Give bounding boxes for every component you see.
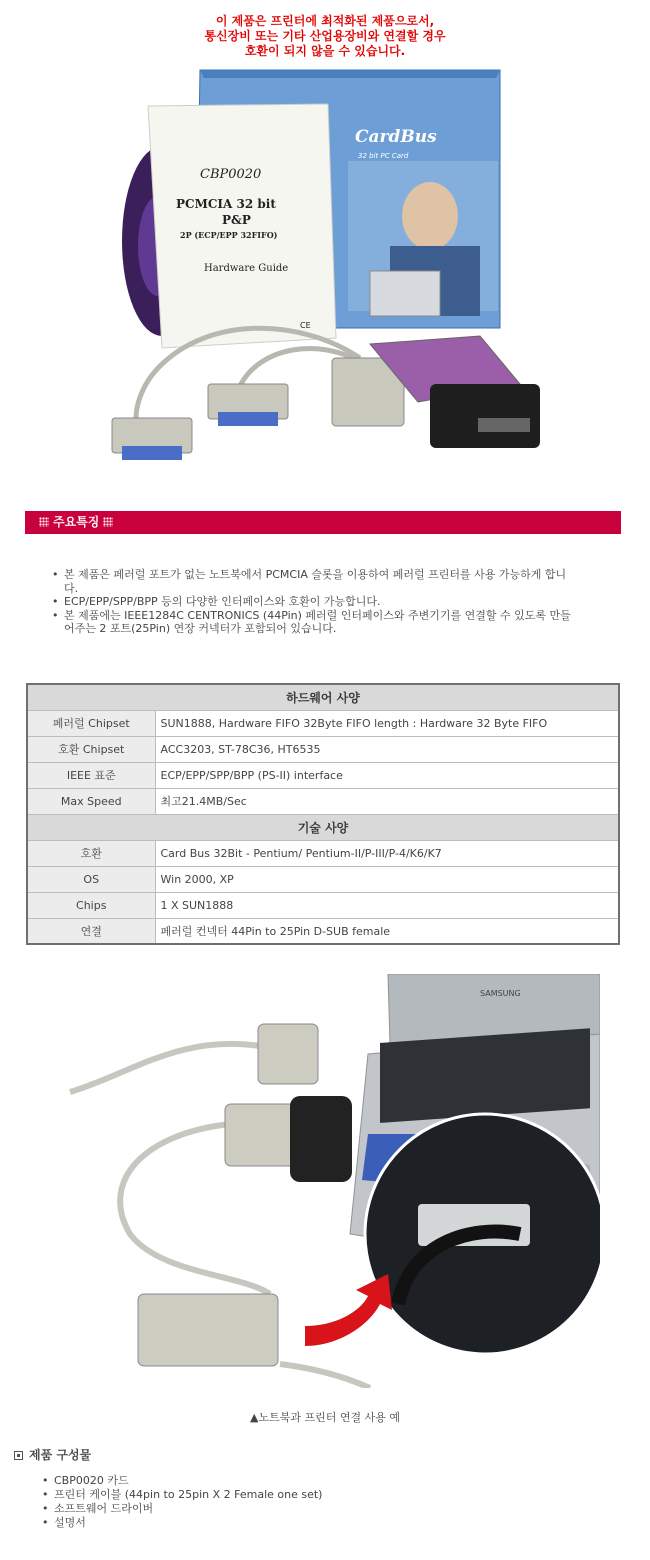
notice-line: 호환이 되지 않을 수 있습니다.	[244, 44, 406, 58]
manual-guide: Hardware Guide	[204, 263, 289, 274]
feature-list	[52, 568, 572, 636]
tech-spec-header: 기술 사양	[27, 814, 619, 840]
table-row	[27, 736, 619, 762]
table-row	[27, 710, 619, 736]
usage-caption: ▲노트북과 프린터 연결 사용 예	[250, 1411, 400, 1424]
list-item: • 프린터 케이블 (44pin to 25pin X 2 Female one set)	[42, 1488, 322, 1502]
table-row	[27, 788, 619, 814]
spec-value: ECP/EPP/SPP/BPP (PS-II) interface	[155, 762, 619, 788]
usage-photo	[50, 974, 600, 1388]
manual-ce: CE	[300, 321, 311, 330]
square-bullet-icon	[14, 1451, 23, 1460]
spec-label: IEEE 표준	[27, 762, 155, 788]
spec-table	[26, 683, 620, 945]
list-item: • CBP0020 카드	[42, 1474, 322, 1488]
manual-ports: 2P (ECP/EPP 32FIFO)	[180, 230, 278, 240]
spec-label: Max Speed	[27, 788, 155, 814]
component-list	[42, 1474, 322, 1530]
table-row	[27, 866, 619, 892]
db25-connector	[225, 1104, 297, 1166]
table-row	[27, 840, 619, 866]
product-photo	[100, 66, 550, 471]
spec-value: 최고21.4MB/Sec	[155, 788, 619, 814]
features-section-title: 주요특징	[53, 515, 100, 529]
box-logo: CardBus	[355, 127, 437, 147]
manual-model: CBP0020	[200, 167, 262, 182]
dot-pattern-icon	[39, 517, 49, 527]
compatibility-notice	[0, 14, 650, 59]
list-item: • 설명서	[42, 1516, 322, 1530]
features-section-header	[25, 511, 621, 534]
spec-value: Win 2000, XP	[155, 866, 619, 892]
spec-value: ACC3203, ST-78C36, HT6535	[155, 736, 619, 762]
spec-value: 1 X SUN1888	[155, 892, 619, 918]
spec-label: OS	[27, 866, 155, 892]
keyboard	[380, 1028, 590, 1123]
db25-connector	[138, 1294, 278, 1366]
notice-line: 통신장비 또는 기타 산업용장비와 연결할 경우	[204, 29, 446, 43]
spec-value: Card Bus 32Bit - Pentium/ Pentium-II/P-III/P-4/K6/K7	[155, 840, 619, 866]
notice-line: 이 제품은 프린터에 최적화된 제품으로서,	[215, 14, 435, 28]
card-adapter	[430, 384, 540, 448]
feature-item: • 본 제품에는 IEEE1284C CENTRONICS (44Pin) 페러럴 인터페이스와 주변기기를 연결할 수 있도록 만들어주는 2 포트(25Pin) 연장 커넥터가 포함되어 있습니다.	[52, 609, 572, 636]
dot-pattern-icon	[103, 517, 113, 527]
table-row	[27, 762, 619, 788]
manual-pnp: P&P	[222, 213, 251, 227]
list-item: • 소프트웨어 드라이버	[42, 1502, 322, 1516]
spec-label: 연결	[27, 918, 155, 944]
spec-label: 페러럴 Chipset	[27, 710, 155, 736]
box-subtitle: 32 bit PC Card	[358, 152, 409, 160]
card-adapter	[290, 1096, 352, 1182]
table-row	[27, 892, 619, 918]
hardware-spec-header: 하드웨어 사양	[27, 684, 619, 710]
spec-label: 호환	[27, 840, 155, 866]
spec-value: SUN1888, Hardware FIFO 32Byte FIFO length : Hardware 32 Byte FIFO	[155, 710, 619, 736]
red-arrow-icon	[305, 1274, 392, 1346]
components-title-text: 제품 구성물	[29, 1448, 92, 1462]
manual-title: PCMCIA 32 bit	[176, 197, 276, 211]
spec-label: Chips	[27, 892, 155, 918]
db25-connector	[258, 1024, 318, 1084]
laptop-brand: SAMSUNG	[480, 989, 521, 998]
feature-item: • ECP/EPP/SPP/BPP 등의 다양한 인터페이스와 호환이 가능합니다.	[52, 595, 572, 609]
components-section-title	[14, 1446, 91, 1463]
table-row	[27, 918, 619, 944]
spec-label: 호환 Chipset	[27, 736, 155, 762]
spec-value: 페러럴 컨넥터 44Pin to 25Pin D-SUB female	[155, 918, 619, 944]
feature-item: • 본 제품은 페러럴 포트가 없는 노트북에서 PCMCIA 슬롯을 이용하여 페러럴 프린터를 사용 가능하게 합니다.	[52, 568, 572, 595]
